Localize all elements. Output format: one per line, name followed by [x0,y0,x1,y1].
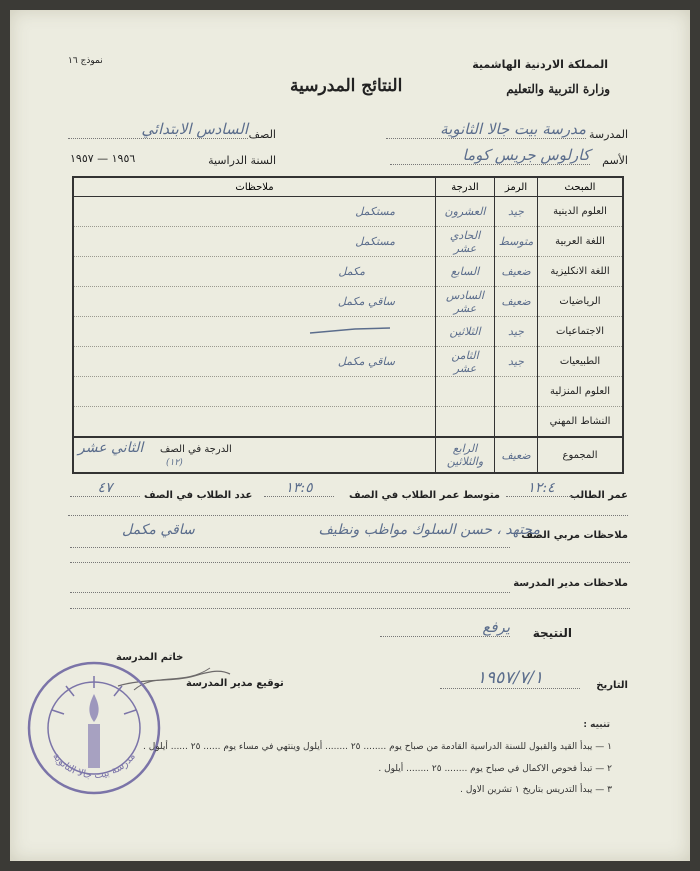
student-name: كارلوس جريس كوما [390,146,590,165]
code-cell [495,407,538,438]
notes-cell [73,317,436,347]
grade-cell: الحادي عشر [436,227,495,257]
note-item: ٢ — تبدأ فحوص الاكمال في صباح يوم ........ ٢٥ ........ أيلول . [378,764,612,774]
total-label: المجموع [538,437,624,473]
grade-cell: السادس عشر [436,287,495,317]
teacher-remarks-label: ملاحظات مربي الصف [521,530,628,541]
count-value: ٤٧ [70,480,140,497]
signature-label: توقيع مدير المدرسة [186,678,284,689]
subject-cell: النشاط المهني [538,407,624,438]
count-label: عدد الطلاب في الصف [144,490,253,501]
year-label: السنة الدراسية [208,154,276,167]
table-row [73,197,623,227]
notes-cell: مستكمل [73,197,436,227]
total-code: ضعيف [495,437,538,473]
teacher-remarks-value: مجتهد ، حسن السلوك مواظب ونظيف [318,522,540,538]
notes-cell [73,407,436,438]
col-grade: الدرجة [436,177,495,197]
notes-cell: ساقي مكمل [73,287,436,317]
note-item: ٣ — يبدأ التدريس بتاريخ ١ تشرين الاول . [460,785,612,795]
rank-cell [73,437,436,473]
grades-table [72,176,624,474]
subject-cell: العلوم الدينية [538,197,624,227]
remarks-line [70,608,630,609]
result-value: يرفع [380,618,510,637]
grade-cell [436,377,495,407]
age-label: عمر الطالب [569,490,628,501]
grade-cell: السابع [436,257,495,287]
rank-label: الدرجة في الصف [160,444,232,455]
code-cell: ضعيف [495,257,538,287]
grade-cell [436,407,495,438]
seal-label: خاتم المدرسة [116,652,184,663]
date-label: التاريخ [596,680,628,691]
teacher-remarks-extra: ساقي مكمل [122,522,195,538]
remarks-line [70,562,630,563]
notes-cell: مستكمل [73,227,436,257]
table-row [73,257,623,287]
notes-cell [73,377,436,407]
principal-remarks-label: ملاحظات مدير المدرسة [513,578,628,589]
remarks-line [70,592,510,593]
col-notes: ملاحظات [73,177,436,197]
subject-cell: الاجتماعيات [538,317,624,347]
year-value: ١٩٥٦ — ١٩٥٧ [70,152,136,165]
col-subject: المبحث [538,177,624,197]
divider [68,515,628,516]
rank-sub: (١٢) [166,458,183,468]
subject-cell: الطبيعيات [538,347,624,377]
total-row [73,437,623,473]
subject-cell: اللغة الانكليزية [538,257,624,287]
age-value: ١٢:٤ [506,480,576,497]
grade-cell: الثامن عشر [436,347,495,377]
col-code: الرمز [495,177,538,197]
page-title: النتائج المدرسية [290,76,403,96]
avg-age-value: ١٣:٥ [264,480,334,497]
code-cell: جيد [495,317,538,347]
school-label: المدرسة [589,128,628,141]
result-label: النتيجة [532,626,572,640]
kingdom-name: المملكة الاردنية الهاشمية [472,58,608,71]
rank-value: الثاني عشر [78,440,144,456]
grade-value: السادس الابتدائي [68,120,248,139]
document-page [10,10,690,861]
seal-text: مدرسة بيت جالا الثانوية [50,751,138,782]
name-label: الأسم [602,154,628,167]
ministry-name: وزارة التربية والتعليم [506,82,610,96]
subject-cell: الرياضيات [538,287,624,317]
form-number: نموذج ١٦ [68,56,103,66]
table-row [73,407,623,438]
code-cell: جيد [495,347,538,377]
table-row [73,347,623,377]
table-row [73,287,623,317]
avg-age-label: متوسط عمر الطلاب في الصف [349,490,500,501]
remarks-line [70,547,510,548]
notes-cell: مكمل [73,257,436,287]
code-cell: متوسط [495,227,538,257]
grade-cell: الثلاثين [436,317,495,347]
school-seal [24,658,164,798]
subject-cell: اللغة العربية [538,227,624,257]
dash-mark [305,323,395,337]
notes-heading: تنبيه : [583,720,610,730]
notes-cell: ساقي مكمل [73,347,436,377]
table-row [73,227,623,257]
date-value: ١٩٥٧/٧/١ [440,668,580,689]
table-row [73,377,623,407]
subject-cell: العلوم المنزلية [538,377,624,407]
grade-label: الصف [248,128,276,141]
note-item: ١ — يبدأ القيد والقبول للسنة الدراسية القادمة من صباح يوم ........ ٢٥ ........ أيلول وينتهي في مساء يوم ...... ٢٥ ...... أيلول . [142,742,612,752]
code-cell: ضعيف [495,287,538,317]
total-grade: الرابع والثلاثين [436,437,495,473]
school-value: مدرسة بيت جالا الثانوية [386,120,586,139]
table-row [73,317,623,347]
code-cell: جيد [495,197,538,227]
grade-cell: العشرون [436,197,495,227]
code-cell [495,377,538,407]
